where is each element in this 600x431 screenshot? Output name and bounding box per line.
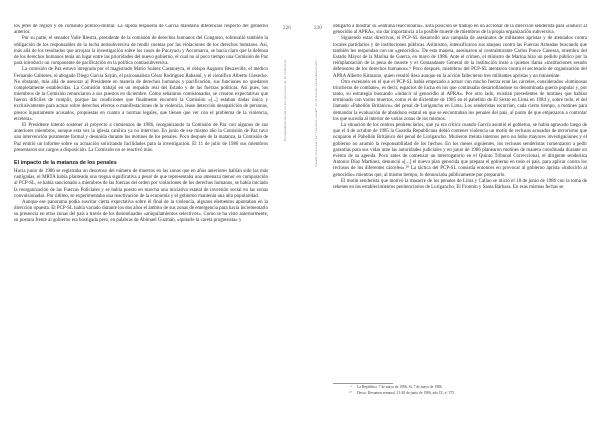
footnote-divider <box>333 383 393 384</box>
paragraph: Por su parte, el senador Valle Riestra, presidente de la comisión de derechos humanos del Congreso, sobresalió también la obligación de los responsables de la lucha antisubversiva de rendir cuentas por las violaciones de los derechos humanos. Así, más allá de los resultados que arrojara la investigación sobre los casos de Pucayacu y Accomarca, se hacía claro que la defensa de los derechos humanos tenía un lugar entre las prioridades del nuevo gobierno, el cual no al poco tiempo una Comisión de Paz para introducir un componente de pacificación en la política contrasubversiva. <box>14 36 268 67</box>
paragraph: Aunque ese panorama podía suscitar cierta expectativa sobre el final de la violencia, algunos elementos apuntaban en la dirección opuesta. El PCP-SL había variado durante los dos años el ámbito de sus zonas de emergencia para hacia incrementarlo su presencia en otras zonas del país a través de los denominados «aniquilamientos selectivos». Como se ha visto anteriormente, su postura frente al gobierno era hostigada pero, en palabras de Abimael Guzmán, «quitarle la careta progresista» y <box>14 199 268 224</box>
footnote-mark: ¹⁰ <box>349 390 352 395</box>
paragraph: los jefes de región y de comando político-militar. La rápida respuesta de García mandaría diferencias respecto del gobierno anterior. <box>14 24 268 36</box>
paragraph: Hacia junio de 1986 se registraba un descenso del número de muertos en las zonas que en años anteriores habían sido las más castigadas, el MRTA había planteado una tregua significativa a pesar de que representaba una amenaza menor en comparación al PCP-SL, se había sancionado a miembros de las fuerzas del orden por violaciones de los derechos humanos, se había iniciado la reorganización de las Fuerzas Policiales y se había puesto en marcha una iniciativa estatal de inversión social en las zonas convulsionadas. Por último, se experimentaba una reactivación de la economía y el gobierno mantenía una alta popularidad. <box>14 168 268 199</box>
page-number-left: 226 <box>283 26 291 31</box>
footnotes <box>346 385 586 397</box>
right-page <box>333 24 587 426</box>
left-page <box>14 24 268 426</box>
paragraph: La situación de los centros penitenciarios, que ya era crítica cuando García asumió el gobierno, se había agravado luego de que el 4 de octubre de 1985 la Guardia Republicana debió contener violencia un motín de reclusos acusados de terrorismo que ocuparon el Pabellón Británico del penal de Lurigancho. Murieron treinta internos pero no hubo mayores investigaciones y el gobierno no asumió la responsabilidad de los hechos. En los meses siguientes, los reclusos senderistas comenzaron a pedir garantías para sus vidas ante las autoridades judiciales y en junio de 1986 planearon motines de manera coordinada durante un evento de su agenda. Poco antes de comenzar un interrogatorio en el Quinto Tribunal Correccional, el dirigente senderista Antonio Díaz Martínez, denunció «[...] el nuevo plan genocida que prepara el gobierno en todo el país, para aplicar contra los reclusos de los diferentes cárceles».¹⁰ La táctica del PCP-SL consistía entonces en provocar al gobierno aprista «inducirlo al genocidio» mientras que, al mismo tiempo, lo denunciaba públicamente por prepararlo. <box>333 123 587 178</box>
paragraph: El Presidente intentó sostener el proyecto a comienzos de 1986, reorganizando la Comisión de Paz con algunos de sus anteriores miembros, aunque esta vez la iglesia católica ya no intervino. En junio de ese mismo año la Comisión de Paz tuvo una intervención puramente formal y desunida durante los motines de los penales. Poco después de la matanza, la Comisión de Paz emitió un informe sobre su actuación solicitando facilidades para la investigación. El 11 de julio de 1986 sus miembros presentaron sus cargos a disposición. La Comisión no se reactivó más. <box>14 123 268 153</box>
running-head-left: Desigualdad racial en los procesos de la violencia <box>283 60 287 141</box>
running-head-right: Pasado presente: la “cuestión racial” en el debate latinoamericano <box>314 60 318 167</box>
paragraph: Siguiendo estas directivas, el PCP-SL desarrolló una campaña de asesinatos de militantes apristas y de atentados contra locales partidarios y de instituciones públicas. Asimismo, intensificaron sus ataques contra las Fuerzas Armadas buscando que también les respondan con un «genocidio». De esta manera, asesinaron al contralmirante Carlos Ponce Canessa, miembro del Estado Mayor de la Marina de Guerra, en mayo de 1986. Ante el crimen, el ministro de Marina hizo un pedido público por la reimplantación de la pena de muerte y el Comandante General de la institución instó a quienes llama «instituciones sesudo defensores de los derechos humanos».⁶ Poco después, miembros del PCP-SL atentaron contra el secretario de organización del APRA Alberto Kitazono, quien resultó ileso aunque en la acción fallecieron tres militantes apristas y un transeúnte. <box>333 36 587 79</box>
left-page-bottom-text <box>14 169 268 225</box>
footnote-text: La República, 7 de mayo de 1986; Sí, 7 de mayo de 1986. <box>357 385 443 389</box>
section-heading: El impacto de la matanza de los penales <box>14 159 117 166</box>
left-page-top-text <box>14 24 268 154</box>
paragraph: La comisión de Paz estuvo integrada por el magistrado Mario Suárez Castaneyra, el obispo Augusto Beuzeville, el médico Fernando Cabieses, el abogado Diego García Sayán, el psicoanalista César Rodríguez Rabanal, y el científico Alberto Giesecke. No obstante, más allá de asesorar al Presidente en materia de derechos humanos y pacificación, sus funciones no quedaron completamente establecidas. La Comisión trabajó en un respaldo real del Estado y de las fuerzas políticas. Así pues, los miembros de la Comisión renunciaron a sus puestos en diciembre. Como señalaron comisionados, se crearon expectativas que fueron difíciles de cumplir, porque las condiciones que finalmente encontró la Comisión «[...] estaban dadas única y exclusivamente para actuar sobre derechos efectos o manifestaciones de la violencia, léase detección desaparición de personas, presos injustamente acusados, propuestas en cuanto a normas legales, que tienen que ver con el problema de la violencia, etcétera». <box>14 67 268 122</box>
footnote <box>346 391 586 397</box>
footnote-text: Desco. Resumen semanal, 13-20 de junio de 1986, año IX, nº 375. <box>357 390 456 395</box>
paragraph: El motín senderista que motivó la masacre de los penales de Lima y Callao se inició el 18 de junio de 1986 con la toma de rehenes en los establecimientos penitenciarios de Lurigancho, El Frontón y Santa Bárbara. En esas mismas fechas se <box>333 178 587 190</box>
paragraph: Otro escenario en el que el PCP-SL había empezado a actuar con mucho fuerza eran las cárceles, considerados «luminosas trincheras de combate», es decir, espacios de lucha en los que continuaba desarrollándose su denominada guerra popular y, por tanto, su estrategia buscando «inducir al genocidio al APRA». Por otro lado, existían precedentes de motines que habían terminado con varios muertos, como el de diciembre de 1985 en el pabellón de El Sexto en Lima en 1984 y, sobre todo, el del llamado «Pabellón Británico» del penal de Lurigancho en Lima. Los senderistas recurrían, cada cierto tiempo, a motines para demandar la evaluación de abandono estatal en que se encontraban los penales del país, al punto de que empezaron a controlar los que sucedía al interior de varias zonas de los mismos. <box>333 79 587 122</box>
page-number-right: 230 <box>314 26 322 31</box>
paragraph: obligarlo a mostrar su «entraña reaccionaria». Esta posición se tradujo en un accionar de la dirección senderista para «inducir al genocidio al APRA», sin dar importancia a la posible muerte de miembros de la propia organización subversiva. <box>333 24 587 36</box>
footnote-mark: ⁶ <box>350 385 352 389</box>
